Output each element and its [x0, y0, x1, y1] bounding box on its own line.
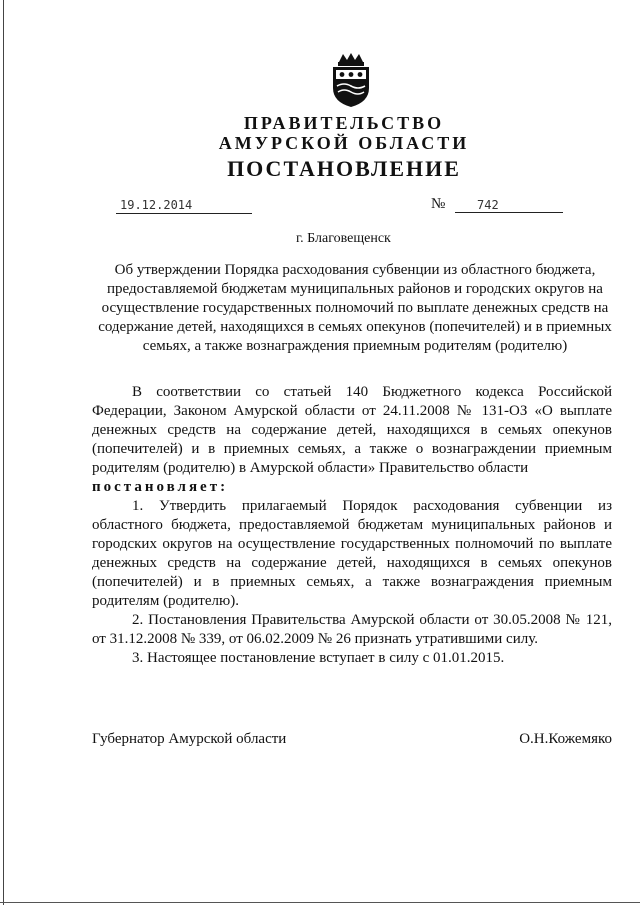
- city-line: г. Благовещенск: [296, 231, 391, 246]
- org-name-line2: АМУРСКОЙ ОБЛАСТИ: [218, 133, 470, 153]
- document-number: 742: [455, 198, 563, 213]
- document-body: [92, 383, 612, 668]
- signatory-name: О.Н.Кожемяко: [519, 731, 612, 747]
- document-type-title: ПОСТАНОВЛЕНИЕ: [227, 156, 461, 181]
- number-sign: №: [431, 196, 446, 212]
- clause-item: 3. Настоящее постановление вступает в силу с 01.01.2015.: [132, 650, 505, 666]
- document-subject: Об утверждении Порядка расходования субвенции из областного бюджета, предоставляемой бюджетам муниципальных районов и городских округов на осуществление государственных полномочий по выплате денежных средств на содержание детей, находящихся в семьях опекунов (попечителей) и в приемных семьях, а также вознаграждения приемным родителям (родителю): [98, 262, 612, 354]
- document-date: 19.12.2014: [116, 198, 252, 214]
- coat-of-arms-icon: [329, 52, 373, 108]
- preamble-paragraph: В соответствии со статьей 140 Бюджетного кодекса Российской Федерации, Законом Амурской области от 24.11.2008 № 131-ОЗ «О выплате денежных средств на содержание детей, находящихся в семьях опекунов (попечителей) и в приемных семьях, а также о вознаграждении приемным родителям (родителю) в Амурской области» Правительство области: [92, 384, 612, 476]
- org-name-line1: ПРАВИТЕЛЬСТВО: [243, 113, 445, 133]
- signatory-title: Губернатор Амурской области: [92, 731, 287, 747]
- resolves-keyword: постановляет:: [92, 479, 229, 495]
- scan-edge-bottom: [0, 902, 640, 903]
- scan-edge-left: [3, 0, 4, 905]
- clause-item: 1. Утвердить прилагаемый Порядок расходования субвенции из областного бюджета, предоставляемой бюджетам муниципальных районов и городских округов на осуществление государственных полномочий по выплате денежных средств на содержание детей, находящихся в семьях опекунов (попечителей) и в приемных семьях, а также вознаграждения приемным родителям (родителю).: [92, 498, 612, 609]
- clause-item: 2. Постановления Правительства Амурской области от 30.05.2008 № 121, от 31.12.2008 № 339, от 06.02.2009 № 26 признать утратившими силу.: [92, 612, 612, 647]
